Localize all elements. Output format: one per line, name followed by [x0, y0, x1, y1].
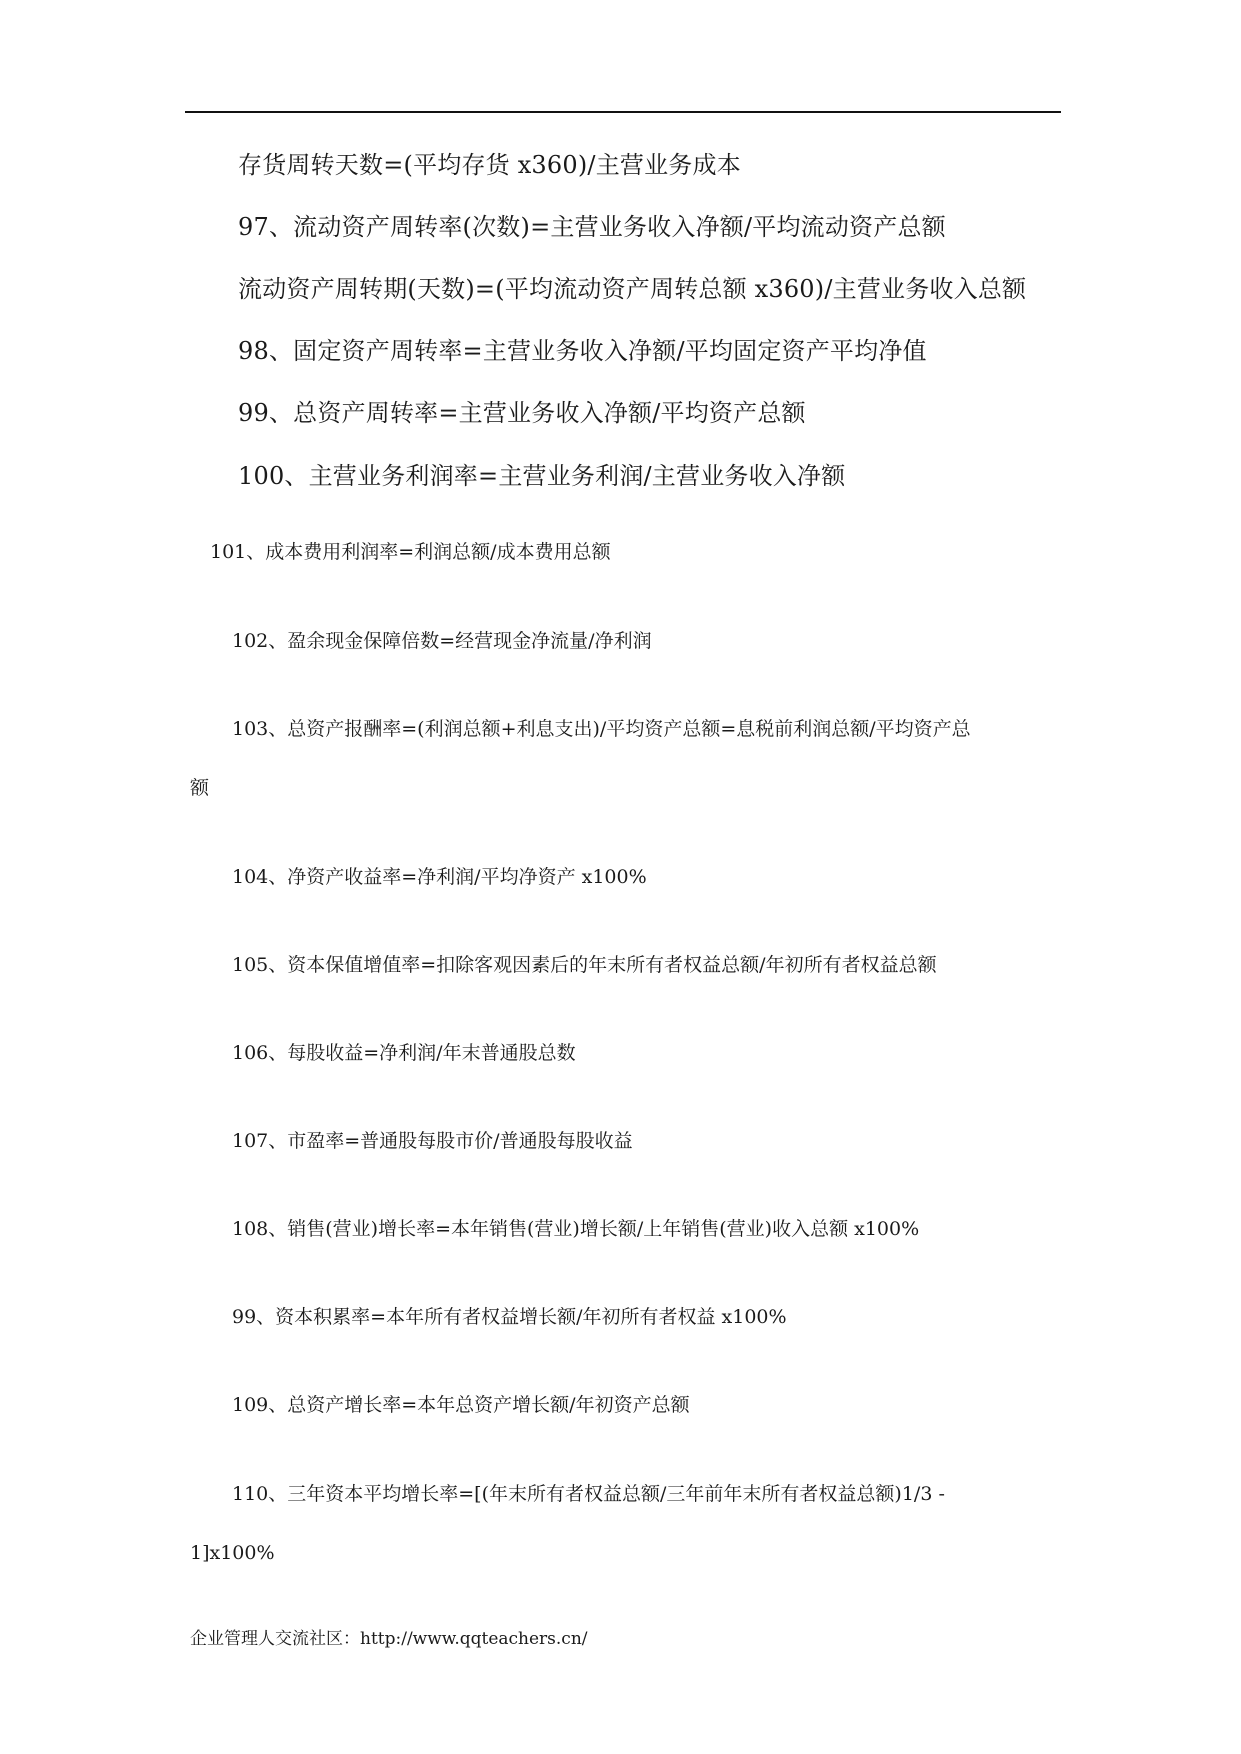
formula-line: 流动资产周转期(天数)=(平均流动资产周转总额 x360)/主营业务收入总额 — [238, 275, 1027, 303]
formula-line: 106、每股收益=净利润/年末普通股总数 — [232, 1042, 576, 1064]
formula-line: 97、流动资产周转率(次数)=主营业务收入净额/平均流动资产总额 — [238, 213, 946, 241]
formula-line: 105、资本保值增值率=扣除客观因素后的年末所有者权益总额/年初所有者权益总额 — [232, 954, 937, 976]
formula-line: 100、主营业务利润率=主营业务利润/主营业务收入净额 — [238, 462, 846, 490]
formula-line: 109、总资产增长率=本年总资产增长额/年初资产总额 — [232, 1394, 690, 1416]
formula-line-continuation: 额 — [190, 777, 210, 799]
formula-line: 108、销售(营业)增长率=本年销售(营业)增长额/上年销售(营业)收入总额 x100% — [232, 1218, 920, 1240]
formula-line: 110、三年资本平均增长率=[(年末所有者权益总额/三年前年末所有者权益总额)1/3 - — [232, 1483, 945, 1505]
header-rule — [185, 111, 1061, 113]
formula-line-continuation: 1]x100% — [190, 1542, 275, 1564]
formula-line: 102、盈余现金保障倍数=经营现金净流量/净利润 — [232, 630, 652, 652]
footer-text: 企业管理人交流社区：http://www.qqteachers.cn/ — [190, 1629, 588, 1649]
formula-line: 101、成本费用利润率=利润总额/成本费用总额 — [210, 541, 611, 563]
formula-line: 99、资本积累率=本年所有者权益增长额/年初所有者权益 x100% — [232, 1306, 787, 1328]
formula-line: 107、市盈率=普通股每股市价/普通股每股收益 — [232, 1130, 633, 1152]
formula-line: 104、净资产收益率=净利润/平均净资产 x100% — [232, 866, 647, 888]
formula-line: 103、总资产报酬率=(利润总额+利息支出)/平均资产总额=息税前利润总额/平均资产总 — [232, 718, 971, 740]
formula-line: 99、总资产周转率=主营业务收入净额/平均资产总额 — [238, 399, 806, 427]
formula-line: 98、固定资产周转率=主营业务收入净额/平均固定资产平均净值 — [238, 337, 927, 365]
formula-line: 存货周转天数=(平均存货 x360)/主营业务成本 — [238, 151, 741, 179]
